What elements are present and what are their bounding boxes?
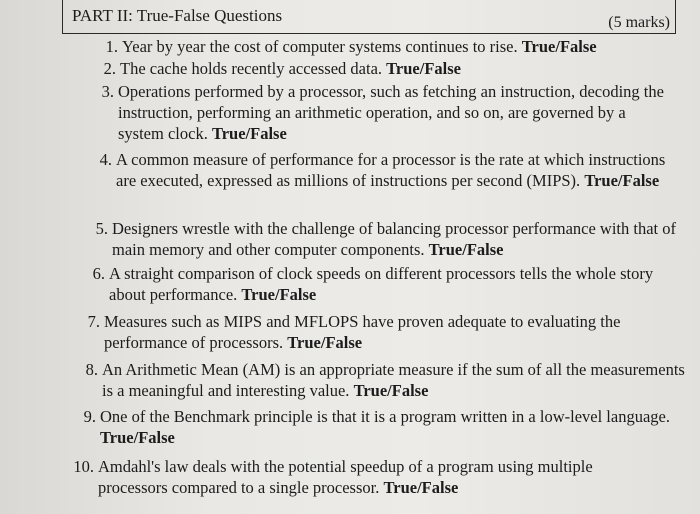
question-text: Year by year the cost of computer systems continues to rise. True/False: [122, 37, 597, 56]
answer-choice: True/False: [383, 478, 459, 497]
question-number: 3.: [101, 82, 114, 101]
answer-choice: True/False: [386, 59, 462, 78]
question-number: 10.: [73, 457, 94, 476]
answer-choice: True/False: [287, 333, 363, 352]
question-text: One of the Benchmark principle is that it is a program written in a low-level language. True/False: [100, 407, 670, 447]
question-number: 7.: [87, 312, 100, 331]
question-text: The cache holds recently accessed data. True/False: [120, 59, 462, 78]
question-number: 2.: [103, 59, 116, 78]
answer-choice: True/False: [241, 285, 317, 304]
question-text: Designers wrestle with the challenge of balancing processor performance with that of main memory and other computer components. True/False: [112, 219, 677, 259]
question-text: Operations performed by a processor, such as fetching an instruction, decoding the instruction, performing an arithmetic operation, and so on, are governed by a system clock. True/False: [118, 82, 664, 143]
section-title: PART II: True-False Questions: [72, 6, 283, 25]
question-number: 5.: [95, 219, 108, 238]
question-text: Amdahl's law deals with the potential speedup of a program using multiple processors compared to a single processor. True/False: [98, 457, 593, 497]
answer-choice: True/False: [584, 171, 660, 190]
answer-choice: True/False: [353, 381, 429, 400]
question-number: 6.: [92, 264, 105, 283]
question-number: 9.: [83, 407, 96, 426]
answer-choice: True/False: [521, 37, 597, 56]
answer-choice: True/False: [428, 240, 504, 259]
question-text: Measures such as MIPS and MFLOPS have proven adequate to evaluating the performance of processors. True/False: [104, 312, 621, 352]
section-marks: (5 marks): [608, 14, 670, 31]
question-text: A common measure of performance for a processor is the rate at which instructions are executed, expressed as millions of instructions per second (MIPS). True/False: [116, 150, 666, 190]
answer-choice: True/False: [100, 428, 175, 447]
question-number: 1.: [105, 37, 118, 56]
question-number: 8.: [85, 360, 98, 379]
question-number: 4.: [99, 150, 112, 169]
question-text: An Arithmetic Mean (AM) is an appropriate measure if the sum of all the measurements is a meaningful and interesting value. True/False: [102, 360, 685, 400]
question-text: A straight comparison of clock speeds on different processors tells the whole story about performance. True/False: [109, 264, 654, 304]
answer-choice: True/False: [211, 124, 287, 143]
